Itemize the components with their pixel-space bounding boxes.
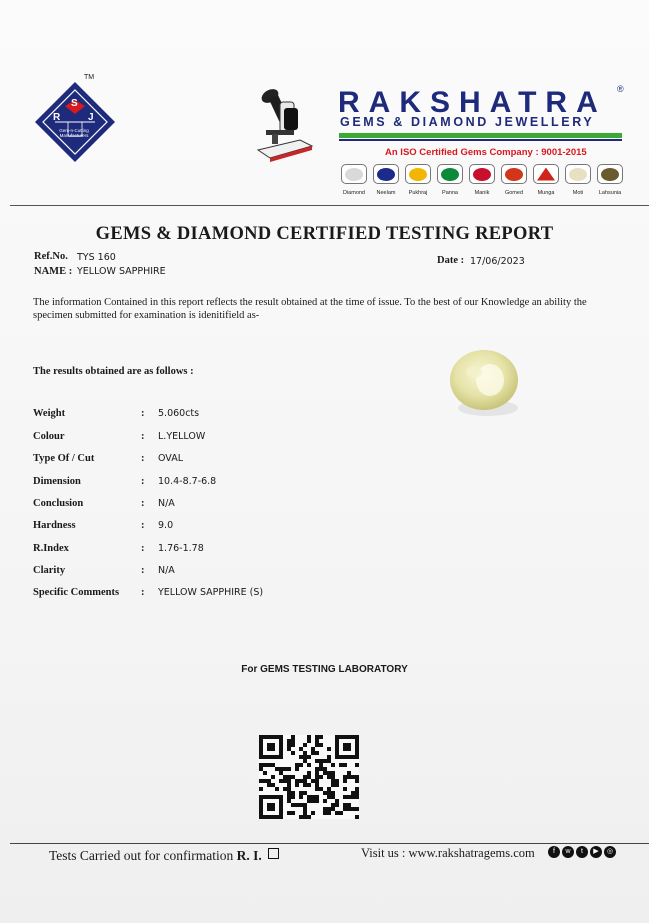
result-label: Clarity — [33, 565, 66, 576]
result-separator: : — [141, 431, 145, 442]
result-value: 9.0 — [158, 520, 174, 531]
gem-strip — [338, 164, 628, 202]
gem-neelam — [370, 164, 402, 196]
whatsapp-icon[interactable]: w — [562, 846, 574, 858]
logo-tagline: Gem-n-Cutting Manufacturers — [59, 128, 89, 138]
gem-swatch — [345, 168, 363, 181]
logo-letter-s: S — [71, 98, 78, 109]
result-label: Weight — [33, 408, 66, 419]
iso-certification: An ISO Certified Gems Company : 9001-2015 — [385, 147, 587, 158]
result-row-type-cut — [0, 453, 649, 467]
result-separator: : — [141, 587, 145, 598]
result-separator: : — [141, 565, 145, 576]
date-value: 17/06/2023 — [470, 256, 525, 267]
gem-pukhraj — [402, 164, 434, 196]
gem-manik — [466, 164, 498, 196]
twitter-icon[interactable]: t — [576, 846, 588, 858]
result-separator: : — [141, 498, 145, 509]
result-row-weight — [0, 408, 649, 422]
name-label: NAME : — [34, 266, 73, 277]
result-label: Hardness — [33, 520, 76, 531]
srj-logo — [33, 80, 117, 164]
gem-swatch — [601, 168, 619, 181]
logo-letter-r: R — [53, 112, 61, 123]
result-value: 10.4-8.7-6.8 — [158, 476, 217, 487]
result-row-clarity — [0, 565, 649, 579]
result-value: OVAL — [158, 453, 183, 464]
gem-label: Moti — [572, 190, 584, 196]
result-separator: : — [141, 453, 145, 464]
result-value: N/A — [158, 565, 175, 576]
result-value: N/A — [158, 498, 175, 509]
gem-moti — [562, 164, 594, 196]
ref-value: TYS 160 — [77, 252, 116, 263]
qr-code[interactable] — [258, 735, 360, 819]
youtube-icon[interactable]: ▶ — [590, 846, 602, 858]
result-value: 5.060cts — [158, 408, 200, 419]
microscope-icon — [250, 84, 320, 164]
gem-label: Pukhraj — [408, 190, 428, 196]
registered-mark: ® — [617, 84, 624, 94]
brand-name: RAKSHATRA — [338, 86, 607, 119]
result-row-dimension — [0, 476, 649, 490]
ref-label: Ref.No. — [34, 251, 68, 262]
facebook-icon[interactable]: f — [548, 846, 560, 858]
footer-tests — [49, 848, 279, 864]
gem-swatch — [377, 168, 395, 181]
gem-label: Gomed — [504, 190, 524, 196]
gem-swatch — [409, 168, 427, 181]
footer-divider — [10, 843, 649, 844]
result-value: L.YELLOW — [158, 431, 206, 442]
result-label: Specific Comments — [33, 587, 120, 598]
gem-gomed — [498, 164, 530, 196]
result-value: YELLOW SAPPHIRE (S) — [158, 587, 264, 598]
result-row-colour — [0, 431, 649, 445]
result-row-hardness — [0, 520, 649, 534]
results-heading: The results obtained are as follows : — [33, 366, 194, 377]
result-label: Colour — [33, 431, 65, 442]
ri-text: R. I. — [236, 848, 262, 863]
gem-label: Munga — [537, 190, 555, 196]
gem-label: Lahsunia — [598, 190, 622, 196]
gem-label: Panna — [442, 190, 458, 196]
gem-diamond — [338, 164, 370, 196]
result-separator: : — [141, 543, 145, 554]
logo-letter-j: J — [88, 112, 94, 123]
gem-swatch — [473, 168, 491, 181]
result-row-conclusion — [0, 498, 649, 512]
result-row-rindex — [0, 543, 649, 557]
gem-swatch — [569, 168, 587, 181]
result-separator: : — [141, 408, 145, 419]
gem-label: Neelam — [376, 190, 396, 196]
gem-lahsunia — [594, 164, 626, 196]
gem-munga — [530, 164, 562, 196]
instagram-icon[interactable]: ◎ — [604, 846, 616, 858]
result-separator: : — [141, 476, 145, 487]
result-label: Conclusion — [33, 498, 84, 509]
result-label: Dimension — [33, 476, 81, 487]
result-separator: : — [141, 520, 145, 531]
result-row-specific-comments — [0, 587, 649, 601]
gem-swatch — [505, 168, 523, 181]
result-label: R.Index — [33, 543, 69, 554]
visit-us-text[interactable]: Visit us : www.rakshatragems.com — [361, 846, 535, 860]
ri-checkbox[interactable] — [268, 848, 279, 859]
gem-swatch — [441, 168, 459, 181]
brand-green-bar — [339, 133, 622, 138]
trademark-label: TM — [84, 74, 95, 81]
report-title: GEMS & DIAMOND CERTIFIED TESTING REPORT — [95, 224, 554, 244]
result-value: 1.76-1.78 — [158, 543, 204, 554]
brand-subtitle: GEMS & DIAMOND JEWELLERY — [340, 115, 595, 129]
result-label: Type Of / Cut — [33, 453, 95, 464]
tests-text: Tests Carried out for confirmation — [49, 848, 234, 863]
name-value: YELLOW SAPPHIRE — [77, 266, 166, 277]
header-divider — [10, 205, 649, 206]
gem-label: Manik — [474, 190, 490, 196]
gem-panna — [434, 164, 466, 196]
brand-blue-bar — [339, 139, 622, 141]
intro-paragraph: The information Contained in this report reflects the result obtained at the time of issue. To the best of our Knowledge an ability the specimen submitted for examination is idenitifield as- — [33, 297, 587, 321]
gem-label: Diamond — [342, 190, 365, 196]
lab-signature: For GEMS TESTING LABORATORY — [241, 664, 408, 675]
date-label: Date : — [437, 255, 465, 266]
gem-swatch — [537, 168, 555, 181]
